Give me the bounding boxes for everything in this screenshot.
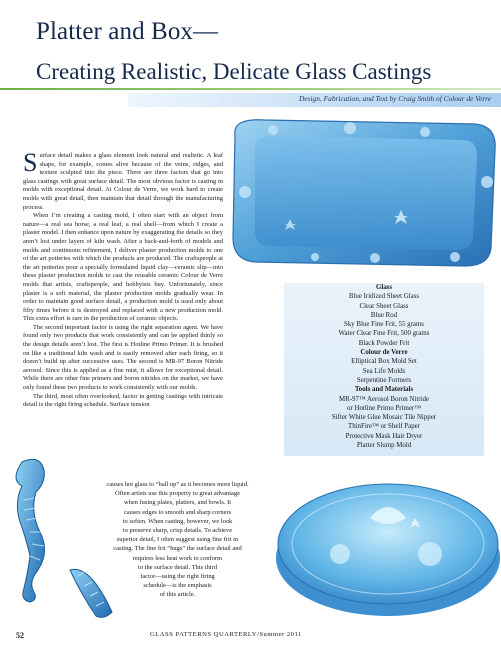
paragraph-4: The third, most often overlooked, factor in getting castings with intricate detail is the right firing schedule. Surface tension	[23, 392, 223, 409]
materials-item: Clear Sheet Glass	[359, 302, 409, 310]
paragraph-3: The second important factor is using the right separation agent. We have found only two products that work consistently and can be applied thinly so the design details aren’t lost. The first is Hotline Primo Primer. It is brushed on like a traditional kiln wash and is easily removed after each firing, so it doesn’t build up after successive uses. The second is MR-97 Boron Nitride aerosol. Since this is applied as a fine mist, it allows for exceptional detail. While there are other fine primers and boron nitrides on the market, we have only found these two products to work consistently with our molds.	[23, 323, 223, 392]
materials-item: Sea Life Molds	[362, 367, 406, 375]
tail-line: causes hot glass to “ball up” as it becomes more liquid.	[106, 481, 249, 488]
publication-footer: GLASS PATTERNS QUARTERLY/Summer 2011	[150, 631, 302, 638]
article-title-line-2: Creating Realistic, Delicate Glass Castings	[36, 59, 432, 84]
tail-line: when fusing plates, platters, and bowls. It	[123, 499, 232, 507]
platter-photo	[225, 112, 501, 270]
tail-line: to preserve sharp, crisp details. To achieve	[122, 527, 233, 535]
materials-item: MR-97™ Aerosol Boron Nitride	[338, 395, 429, 403]
materials-item: ThinFire™ or Shelf Paper	[347, 423, 420, 431]
byline-band	[128, 93, 501, 107]
article-body	[23, 148, 223, 410]
materials-heading-cdv: Colour de Verre	[360, 349, 408, 357]
tail-line: causes edges to smooth and sharp corners	[123, 508, 232, 516]
paragraph-2: When I’m creating a casting mold, I often start with an object from nature—a real sea horse, a real leaf, a real shell—from which I create a plaster model. I then enhance upon nature by exaggerating the details so they aren’t lost under layers of kiln wash. After a back-and-forth of models and molds and continuous refinement, I deliver plaster production molds to one of the art potteries with which the products are produced. The craftspeople at the art potteries pour a specially formulated liquid clay—ceramic slip—into these plaster production molds to cast the reusable ceramic Colour de Verre molds that artists, craftspeople, and hobbyists buy. Unfortunately, since plaster is a soft material, the plaster production molds gradually wear. In order to maintain good surface detail, a production mold is used only about fifty times before it is destroyed and replaced with a new production mold. This extra effort is rare in the production of ceramic objects.	[23, 212, 223, 323]
byline: Design, Fabrication, and Text by Craig Smith of Colour de Verre	[298, 94, 491, 103]
materials-item: Blue Iridized Sheet Glass	[348, 293, 420, 301]
title-divider	[0, 88, 501, 90]
article-title-line-1: Platter and Box—	[36, 18, 219, 45]
tail-line: to soften. When casting, however, we look	[122, 517, 233, 525]
materials-item: or Hotline Primo Primer™	[347, 404, 421, 412]
page-number: 52	[16, 631, 24, 640]
materials-item: Blue Rod	[370, 311, 398, 319]
tail-line: Often artists use this property to great advantage	[115, 490, 240, 498]
materials-item: Sky Blue Fine Frit, 55 grams	[343, 321, 424, 329]
materials-list	[284, 283, 484, 456]
tail-line: requires less heat work to conform	[132, 554, 223, 562]
box-photo	[270, 458, 501, 623]
materials-item: Protective Mask Hair Dryer	[345, 432, 423, 440]
materials-item: Black Powder Frit	[358, 339, 410, 347]
tail-line: casting. The fine frit “hugs” the surface detail and	[113, 545, 242, 553]
materials-item: Elliptical Box Mold Set	[351, 358, 417, 366]
materials-item: Sifter White Glue Mosaic Tile Nipper	[331, 414, 437, 422]
tail-line: to the surface detail. This third	[138, 563, 217, 571]
materials-item: Serpentine Formers	[356, 376, 412, 384]
tail-line: schedule—is the emphasis	[143, 582, 212, 590]
tail-line: superior detail, I often suggest using fine frit in	[116, 536, 239, 544]
materials-heading-tools: Tools and Materials	[354, 386, 414, 394]
paragraph-1: urface detail makes a glass element look natural and realistic. A leaf shape, for example, comes alive because of the veins, ridges, and texture sculpted into the piece. There are three factors that go into glass castings with great surface detail. The most obvious factor is casting in molds with exceptional detail. At Colour de Verre, we work hard to create molds with great detail, then maintain that detail through the manufacturing process.	[23, 152, 223, 211]
drop-cap: S	[23, 148, 38, 177]
tail-line: factor—using the right firing	[140, 573, 215, 581]
tail-line: of this article.	[159, 591, 196, 599]
materials-heading-glass: Glass	[375, 284, 393, 291]
seahorse-shell-photo	[0, 452, 120, 622]
materials-item: Water Clear Fine Frit, 500 grams	[338, 330, 430, 338]
materials-item: Platter Slump Mold	[356, 442, 412, 450]
